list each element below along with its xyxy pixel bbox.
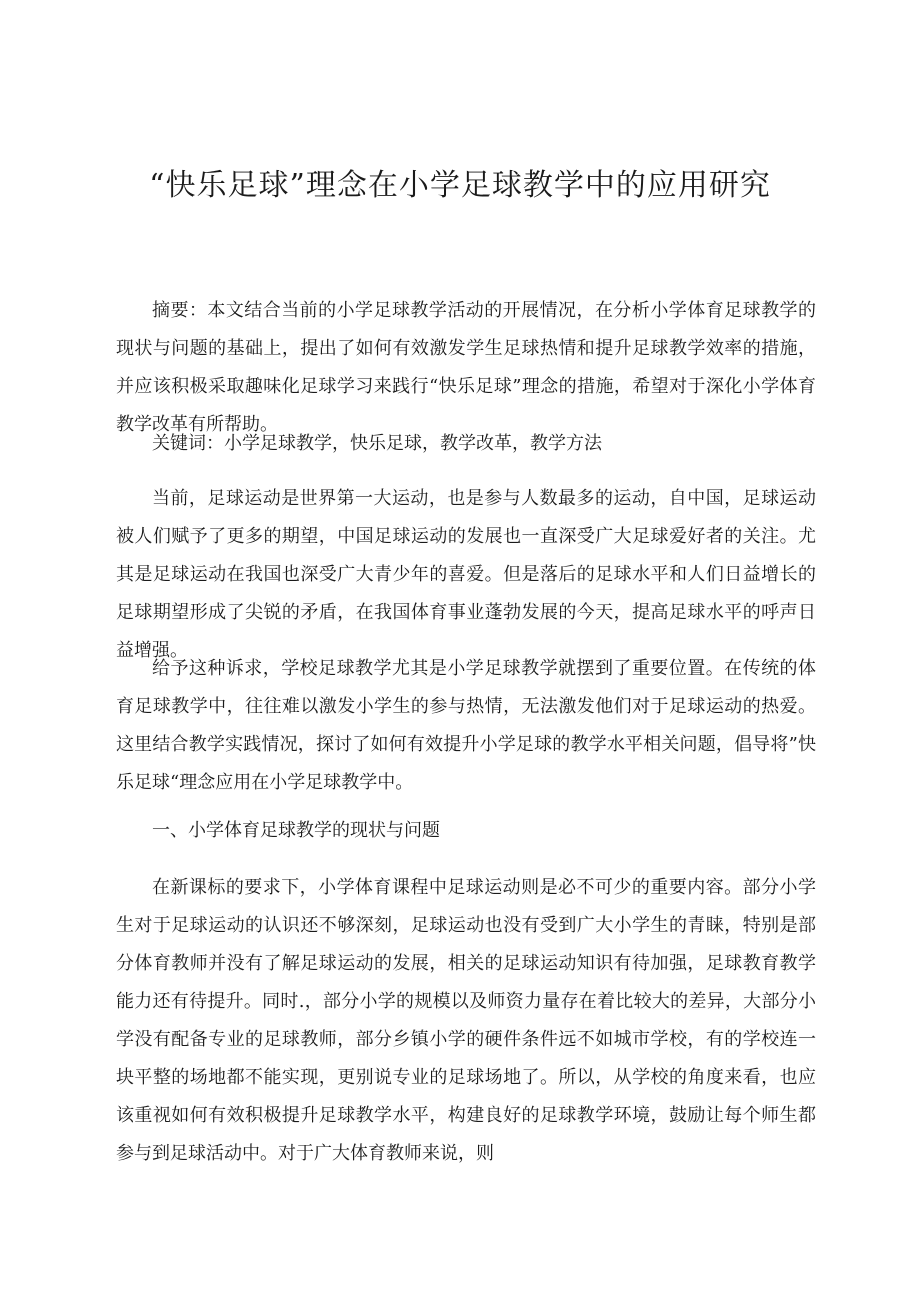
body-paragraph: 当前，足球运动是世界第一大运动，也是参与人数最多的运动，自中国，足球运动被人们赋予了更多的期望，中国足球运动的发展也一直深受广大足球爱好者的关注。尤其是足球运动在我国也深受广大青少年的喜爱。但是落后的足球水平和人们日益增长的足球期望形成了尖锐的矛盾，在我国体育事业蓬勃发展的今天，提高足球水平的呼声日益增强。 [116, 488, 816, 661]
body-paragraph: 在新课标的要求下，小学体育课程中足球运动则是必不可少的重要内容。部分小学生对于足球运动的认识还不够深刻，足球运动也没有受到广大小学生的青睐，特别是部分体育教师并没有了解足球运动的发展，相关的足球运动知识有待加强，足球教育教学能力还有待提升。同时.，部分小学的规模以及师资力量存在着比较大的差异，大部分小学没有配备专业的足球教师，部分乡镇小学的硬件条件远不如城市学校，有的学校连一块平整的场地都不能实现，更别说专业的足球场地了。所以，从学校的角度来看，也应该重视如何有效积极提升足球教学水平，构建良好的足球教学环境，鼓励让每个师生都参与到足球活动中。对于广大体育教师来说，则 [116, 877, 816, 1164]
document-title: “快乐足球”理念在小学足球教学中的应用研究 [149, 168, 771, 203]
body-paragraph: 给予这种诉求，学校足球教学尤其是小学足球教学就摆到了重要位置。在传统的体育足球教学中，往往难以激发小学生的参与热情，无法激发他们对于足球运动的热爱。这里结合教学实践情况，探讨了如何有效提升小学足球的教学水平相关问题，倡导将”快乐足球“理念应用在小学足球教学中。 [116, 658, 816, 793]
keywords-line: 关键词：小学足球教学，快乐足球，教学改革，教学方法 [152, 433, 602, 454]
abstract-paragraph: 摘要：本文结合当前的小学足球教学活动的开展情况，在分析小学体育足球教学的现状与问题的基础上，提出了如何有效激发学生足球热情和提升足球教学效率的措施，并应该积极采取趣味化足球学习来践行“快乐足球”理念的措施，希望对于深化小学体育教学改革有所帮助。 [116, 300, 816, 435]
section-heading: 一、小学体育足球教学的现状与问题 [152, 820, 440, 841]
